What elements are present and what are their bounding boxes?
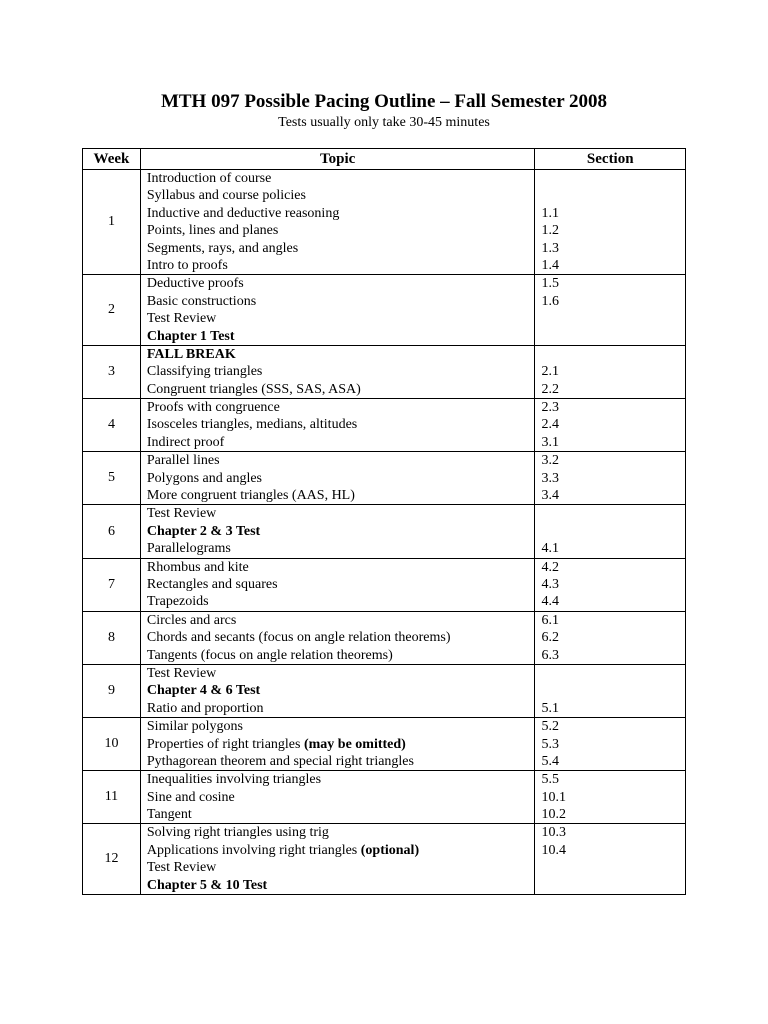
section-cell: [535, 771, 686, 824]
section-number: [541, 682, 685, 699]
section-number: [541, 346, 685, 363]
section-number: 3.4: [541, 488, 559, 504]
topic-text: Isosceles triangles, medians, altitudes: [146, 417, 358, 433]
topic-text: Inductive and deductive reasoning: [146, 205, 340, 221]
week-column-header: Week: [83, 149, 141, 170]
topic-line: [147, 170, 535, 187]
section-number: 5.2: [541, 719, 559, 735]
topic-text: Rectangles and squares: [146, 576, 278, 592]
topic-line: [147, 205, 535, 222]
section-number: 4.2: [541, 559, 559, 575]
topic-line: [147, 576, 535, 593]
week-row: [83, 718, 686, 771]
section-number: 4.3: [541, 576, 559, 592]
section-cell: [535, 275, 686, 346]
topic-text: Segments, rays, and angles: [146, 240, 299, 256]
topic-line: [147, 399, 535, 416]
week-number: 6: [83, 505, 141, 558]
topic-line: [147, 771, 535, 788]
topic-line: [147, 559, 535, 576]
topic-line: [147, 310, 535, 327]
topic-text: Deductive proofs: [146, 276, 244, 292]
topic-text: Syllabus and course policies: [146, 188, 306, 204]
topic-text: Parallel lines: [146, 453, 220, 469]
section-number: 5.1: [541, 700, 559, 716]
week-number: 11: [83, 771, 141, 824]
section-number: [541, 523, 685, 540]
section-number: [541, 877, 685, 894]
topic-cell: [140, 170, 535, 275]
section-number: 5.5: [541, 772, 559, 788]
topic-text: Polygons and angles: [146, 470, 262, 486]
topic-line: [147, 753, 535, 770]
section-cell: [535, 718, 686, 771]
section-number: 10.1: [541, 789, 566, 805]
section-number: [541, 505, 685, 522]
topic-line: [147, 665, 535, 682]
topic-text: Pythagorean theorem and special right triangles: [146, 753, 414, 769]
topic-line: [147, 593, 535, 610]
topic-line: [147, 682, 535, 699]
section-cell: [535, 452, 686, 505]
topic-cell: [140, 611, 535, 664]
section-number: 1.1: [541, 205, 559, 221]
section-number: 10.3: [541, 825, 566, 841]
topic-text: Test Review: [146, 665, 217, 681]
section-number: 2.2: [541, 381, 559, 397]
section-cell: [535, 345, 686, 398]
topic-text: Inequalities involving triangles: [146, 772, 322, 788]
topic-line: [147, 187, 535, 204]
topic-text: Points, lines and planes: [146, 223, 279, 239]
topic-line: [147, 647, 535, 664]
section-number: 3.3: [541, 470, 559, 486]
section-number: [541, 328, 685, 345]
topic-line: [147, 487, 535, 504]
topic-text-bold: Chapter 5 & 10 Test: [146, 877, 268, 893]
section-number: 6.2: [541, 630, 559, 646]
topic-text: Basic constructions: [146, 293, 257, 309]
topic-text: Circles and arcs: [146, 612, 237, 628]
topic-line: [147, 736, 535, 753]
topic-line: [147, 328, 535, 345]
week-row: [83, 399, 686, 452]
section-number: 2.3: [541, 400, 559, 416]
topic-text: Classifying triangles: [146, 364, 263, 380]
topic-cell: [140, 399, 535, 452]
topic-line: [147, 824, 535, 841]
topic-line: [147, 859, 535, 876]
section-cell: [535, 170, 686, 275]
topic-line: [147, 523, 535, 540]
section-cell: [535, 824, 686, 895]
topic-text: Properties of right triangles: [146, 736, 304, 752]
topic-line: [147, 346, 535, 363]
table-body: [83, 170, 686, 895]
section-number: [541, 665, 685, 682]
page-subtitle: Tests usually only take 30-45 minutes: [278, 115, 490, 130]
section-cell: [535, 505, 686, 558]
section-number: 3.2: [541, 453, 559, 469]
topic-line: [147, 275, 535, 292]
topic-line: [147, 789, 535, 806]
topic-cell: [140, 452, 535, 505]
week-number: 8: [83, 611, 141, 664]
section-number: 10.2: [541, 807, 566, 823]
section-cell: [535, 399, 686, 452]
week-row: [83, 824, 686, 895]
week-row: [83, 170, 686, 275]
week-number: 10: [83, 718, 141, 771]
topic-line: [147, 505, 535, 522]
topic-line: [147, 416, 535, 433]
section-cell: [535, 611, 686, 664]
topic-line: [147, 842, 535, 859]
topic-line: [147, 257, 535, 274]
week-row: [83, 345, 686, 398]
topic-text: Trapezoids: [146, 594, 209, 610]
topic-text: Tangents (focus on angle relation theorems): [146, 647, 393, 663]
week-row: [83, 771, 686, 824]
topic-text: Sine and cosine: [146, 789, 235, 805]
week-row: [83, 558, 686, 611]
section-number: 5.3: [541, 736, 559, 752]
week-number: 1: [83, 170, 141, 275]
topic-line: [147, 293, 535, 310]
topic-text: Introduction of course: [146, 171, 272, 186]
topic-text-bold: (may be omitted): [303, 736, 406, 752]
topic-line: [147, 381, 535, 398]
section-number: 5.4: [541, 753, 559, 769]
topic-line: [147, 806, 535, 823]
week-row: [83, 664, 686, 717]
section-number: [541, 170, 685, 187]
topic-text: Intro to proofs: [146, 257, 228, 273]
week-number: 9: [83, 664, 141, 717]
topic-line: [147, 363, 535, 380]
topic-text: Test Review: [146, 506, 217, 522]
topic-text: Ratio and proportion: [146, 700, 264, 716]
section-number: 1.4: [541, 257, 559, 273]
week-row: [83, 611, 686, 664]
topic-line: [147, 540, 535, 557]
section-number: 6.3: [541, 647, 559, 663]
topic-text: Tangent: [146, 807, 192, 823]
section-number: 2.4: [541, 417, 559, 433]
topic-cell: [140, 824, 535, 895]
topic-cell: [140, 505, 535, 558]
section-number: [541, 187, 685, 204]
topic-line: [147, 240, 535, 257]
topic-text-bold: FALL BREAK: [146, 346, 236, 362]
week-row: [83, 505, 686, 558]
section-number: 1.2: [541, 223, 559, 239]
topic-text: Rhombus and kite: [146, 559, 249, 575]
section-number: 1.3: [541, 240, 559, 256]
topic-text-bold: Chapter 2 & 3 Test: [146, 523, 261, 539]
topic-text: Indirect proof: [146, 434, 225, 450]
page-title: MTH 097 Possible Pacing Outline – Fall Semester 2008: [160, 91, 608, 112]
topic-cell: [140, 345, 535, 398]
topic-text-bold: Chapter 4 & 6 Test: [146, 683, 261, 699]
week-number: 12: [83, 824, 141, 895]
section-number: 2.1: [541, 364, 559, 380]
topic-line: [147, 612, 535, 629]
topic-cell: [140, 558, 535, 611]
topic-text: Congruent triangles (SSS, SAS, ASA): [146, 381, 361, 397]
section-number: 4.4: [541, 594, 559, 610]
section-number: [541, 859, 685, 876]
topic-line: [147, 222, 535, 239]
topic-text: Proofs with congruence: [146, 400, 280, 416]
topic-cell: [140, 718, 535, 771]
topic-text: Test Review: [146, 311, 217, 327]
section-number: 10.4: [541, 842, 566, 858]
topic-line: [147, 470, 535, 487]
topic-line: [147, 718, 535, 735]
week-number: 4: [83, 399, 141, 452]
section-number: [541, 310, 685, 327]
section-column-header: Section: [535, 149, 686, 170]
topic-line: [147, 700, 535, 717]
section-cell: [535, 558, 686, 611]
table-header-row: [83, 149, 686, 170]
topic-text: More congruent triangles (AAS, HL): [146, 488, 355, 504]
topic-cell: [140, 664, 535, 717]
topic-text: Chords and secants (focus on angle relation theorems): [146, 630, 451, 646]
topic-text: Parallelograms: [146, 541, 231, 557]
topic-line: [147, 629, 535, 646]
pacing-table: [82, 148, 686, 895]
section-number: 1.6: [541, 293, 559, 309]
week-number: 5: [83, 452, 141, 505]
section-number: 3.1: [541, 434, 559, 450]
section-number: 4.1: [541, 541, 559, 557]
topic-cell: [140, 771, 535, 824]
topic-text: Applications involving right triangles: [146, 842, 361, 858]
section-cell: [535, 664, 686, 717]
section-number: 6.1: [541, 612, 559, 628]
topic-text-bold: (optional): [360, 842, 420, 858]
topic-line: [147, 434, 535, 451]
topic-column-header: Topic: [140, 149, 535, 170]
topic-text: Test Review: [146, 860, 217, 876]
week-number: 2: [83, 275, 141, 346]
topic-line: [147, 877, 535, 894]
section-number: 1.5: [541, 276, 559, 292]
week-row: [83, 452, 686, 505]
topic-text: Solving right triangles using trig: [146, 825, 329, 841]
topic-line: [147, 452, 535, 469]
week-number: 7: [83, 558, 141, 611]
topic-cell: [140, 275, 535, 346]
topic-text-bold: Chapter 1 Test: [146, 328, 235, 344]
week-row: [83, 275, 686, 346]
topic-text: Similar polygons: [146, 719, 243, 735]
week-number: 3: [83, 345, 141, 398]
